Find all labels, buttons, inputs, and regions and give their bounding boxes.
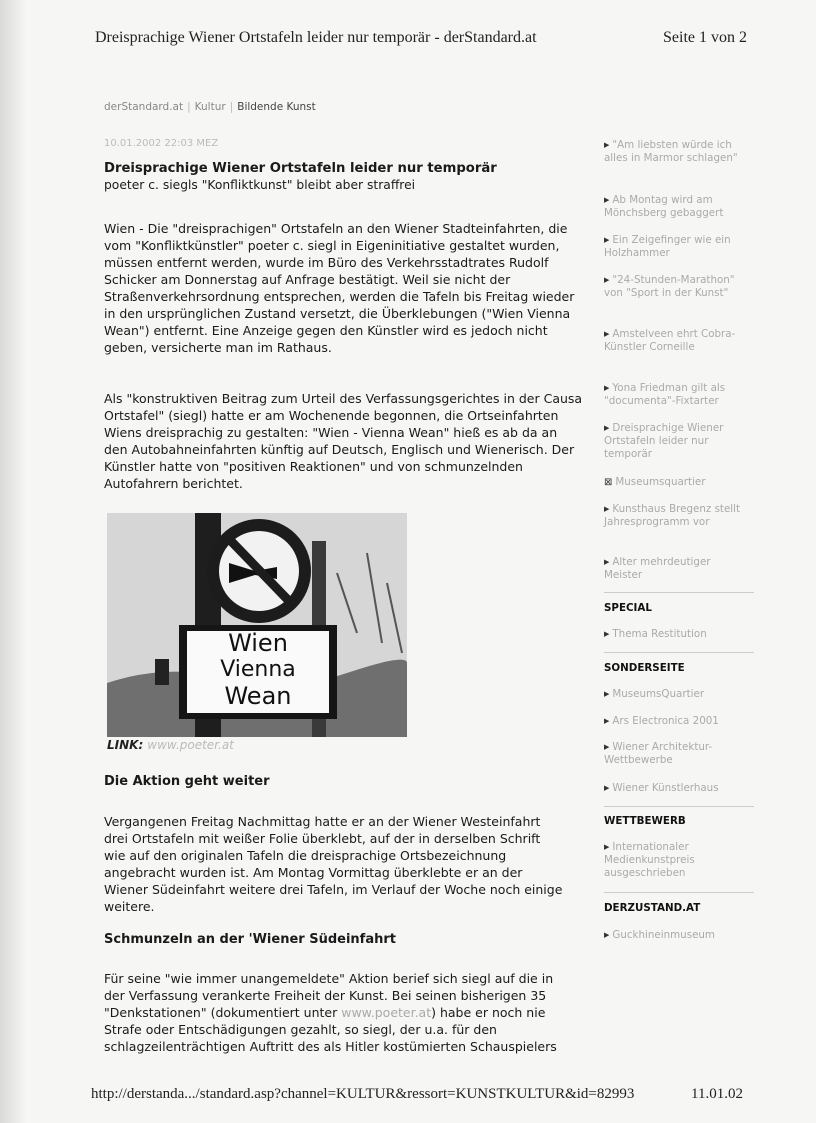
sidebar-derzustand-item[interactable] <box>604 929 749 942</box>
sidebar-related-item[interactable] <box>604 503 749 529</box>
road-sign-photo <box>107 513 407 737</box>
article-dateline: 10.01.2002 22:03 MEZ <box>104 138 219 149</box>
sidebar-divider <box>604 806 754 807</box>
sidebar-item-label: Ars Electronica 2001 <box>612 715 719 727</box>
sidebar-item-label: Wiener Künstlerhaus <box>612 782 719 794</box>
paragraph-4-text-end: ) habe er noch nie Strafe oder Entschädigungen gezahlt, so siegl, der u.a. für den schlagzeilenträchtigen Auftritt des als Hitler kostümierten Schauspielers <box>104 1005 557 1054</box>
sidebar-item-label: Ein Zeigefinger wie ein Holzhammer <box>604 234 731 259</box>
print-footer-date: 11.01.02 <box>691 1086 743 1102</box>
print-header-page-count: Seite 1 von 2 <box>663 29 747 46</box>
article-headline: Dreisprachige Wiener Ortstafeln leider nur temporär <box>104 161 497 176</box>
triangle-bullet-icon: ▶ <box>604 743 610 751</box>
sidebar-related-item[interactable] <box>604 556 749 582</box>
sidebar-sonderseite-item[interactable] <box>604 715 749 728</box>
sidebar-item-label: Internationaler Medienkunstpreis ausgeschrieben <box>604 841 695 879</box>
paragraph-4-text-start: Für seine "wie immer unangemeldete" Aktion berief sich siegl auf die in der Verfassung verankerte Freiheit der Kunst. Bei seinen bisherigen 35 "Denkstationen" (dokumentiert unter <box>104 971 554 1020</box>
triangle-bullet-icon: ▶ <box>604 784 610 792</box>
sidebar-item-label: Guckhineinmuseum <box>612 929 715 941</box>
sidebar-related-item[interactable] <box>604 422 749 461</box>
photo-link-line <box>107 738 234 752</box>
article-paragraph-2: Als "konstruktiven Beitrag zum Urteil des Verfassungsgerichtes in der Causa Ortstafel" (siegl) hatte er am Wochenende begonnen, die Ortseinfahrten Wiens dreisprachig zu gestalten: "Wien - Vienna Wean" hieß es ab da an den Autobahneinfahrten künftig auf Deutsch, Englisch und Wienerisch. Der Künstler hatte von "positiven Reaktionen" und von schmunzelnden Autofahrern berichtet. <box>104 391 583 491</box>
sidebar-special-item[interactable] <box>604 628 749 641</box>
link-url[interactable]: www.poeter.at <box>147 738 234 752</box>
sidebar-heading-wettbewerb: WETTBEWERB <box>604 815 686 827</box>
triangle-bullet-icon: ▶ <box>604 141 610 149</box>
sidebar-item-label: Thema Restitution <box>612 628 707 640</box>
triangle-bullet-icon: ▶ <box>604 236 610 244</box>
section-title-schmunzeln: Schmunzeln an der 'Wiener Südeinfahrt <box>104 932 396 947</box>
sign-line-1: Wien <box>228 629 288 657</box>
sidebar-related-item[interactable] <box>604 382 749 408</box>
print-footer-url: http://derstanda.../standard.asp?channel=KULTUR&ressort=KUNSTKULTUR&id=82993 <box>91 1086 635 1102</box>
breadcrumb-separator: | <box>229 101 234 113</box>
triangle-bullet-icon: ▶ <box>604 843 610 851</box>
sign-line-2: Vienna <box>220 657 296 682</box>
sidebar-item-label: "Am liebsten würde ich alles in Marmor schlagen" <box>604 139 738 164</box>
triangle-bullet-icon: ▶ <box>604 717 610 725</box>
breadcrumb-separator: | <box>187 101 191 113</box>
sidebar-item-label: Kunsthaus Bregenz stellt Jahresprogramm vor <box>604 503 741 528</box>
print-header-title: Dreisprachige Wiener Ortstafeln leider nur temporär - derStandard.at <box>95 29 537 46</box>
sidebar-divider <box>604 652 754 653</box>
sidebar-related-item[interactable] <box>604 328 749 354</box>
triangle-bullet-icon: ▶ <box>604 384 610 392</box>
scan-edge-shadow <box>0 0 26 1123</box>
sidebar-item-label: Museumsquartier <box>615 476 706 488</box>
sidebar-item-label: Yona Friedman gilt als "documenta"-Fixtarter <box>604 382 726 407</box>
section-title-aktion: Die Aktion geht weiter <box>104 774 270 789</box>
article-paragraph-4 <box>104 970 574 1055</box>
sidebar-related-item[interactable] <box>604 139 749 165</box>
sidebar-wettbewerb-item[interactable] <box>604 841 749 880</box>
triangle-bullet-icon: ▶ <box>604 276 610 284</box>
sidebar-heading-sonderseite: SONDERSEITE <box>604 662 685 674</box>
link-label: LINK: <box>107 738 144 752</box>
sidebar-item-label: Dreisprachige Wiener Ortstafeln leider nur temporär <box>604 422 724 460</box>
sidebar-item-label: "24-Stunden-Marathon" von "Sport in der Kunst" <box>604 274 735 299</box>
breadcrumb-subsection[interactable]: Bildende Kunst <box>237 101 316 113</box>
sidebar-related-item[interactable] <box>604 194 749 220</box>
article-paragraph-3: Vergangenen Freitag Nachmittag hatte er an der Wiener Westeinfahrt drei Ortstafeln mit weißer Folie überklebt, auf der in derselben Schrift wie auf den originalen Tafeln die dreisprachige Ortsbezeichnung angebracht wurden ist. Am Montag Vormittag überklebte er an der Wiener Südeinfahrt weitere drei Tafeln, im Verlauf der Woche noch einige weitere. <box>104 814 563 914</box>
sidebar-related-item[interactable] <box>604 476 749 489</box>
sidebar-sonderseite-item[interactable] <box>604 741 749 767</box>
article-subhead: poeter c. siegls "Konfliktkunst" bleibt aber straffrei <box>104 178 416 192</box>
sidebar-item-label: Amstelveen ehrt Cobra-Künstler Corneille <box>604 328 736 353</box>
sidebar-divider <box>604 892 754 893</box>
triangle-bullet-icon: ▶ <box>604 690 610 698</box>
breadcrumb <box>104 101 316 113</box>
triangle-bullet-icon: ▶ <box>604 196 610 204</box>
sidebar-item-label: Alter mehrdeutiger Meister <box>604 556 711 581</box>
sidebar-related-item[interactable] <box>604 274 749 300</box>
sidebar-sonderseite-item[interactable] <box>604 782 749 795</box>
article-photo <box>107 513 407 737</box>
sidebar-related-item[interactable] <box>604 234 749 260</box>
gallery-icon: ⊠ <box>604 477 613 488</box>
sidebar-item-label: MuseumsQuartier <box>612 688 705 700</box>
breadcrumb-section[interactable]: Kultur <box>194 101 226 113</box>
sidebar-item-label: Ab Montag wird am Mönchsberg gebaggert <box>604 194 724 219</box>
breadcrumb-site[interactable]: derStandard.at <box>104 101 184 113</box>
article-paragraph-1: Wien - Die "dreisprachigen" Ortstafeln an den Wiener Stadteinfahrten, die vom "Konfliktkünstler" poeter c. siegl in Eigeninitiative gestaltet wurden, müssen entfernt werden, wurde im Büro des Verkehrsstadtrates Rudolf Schicker am Donnerstag auf Anfrage bestätigt. Weil sie nicht der Straßenverkehrsordnung entsprechen, werden die Tafeln bis Freitag wieder in den ursprünglichen Zustand versetzt, die Überklebungen ("Wien Vienna Wean") entfernt. Eine Anzeige gegen den Künstler wird es jedoch nicht geben, versicherte man im Rathaus. <box>104 221 575 355</box>
triangle-bullet-icon: ▶ <box>604 505 610 513</box>
triangle-bullet-icon: ▶ <box>604 630 610 638</box>
sidebar-heading-derzustand: DERZUSTAND.AT <box>604 902 701 914</box>
triangle-bullet-icon: ▶ <box>604 424 610 432</box>
sidebar-divider <box>604 592 754 593</box>
sign-line-3: Wean <box>224 682 292 710</box>
triangle-bullet-icon: ▶ <box>604 931 610 939</box>
sidebar-heading-special: SPECIAL <box>604 602 652 614</box>
paragraph-4-link[interactable]: www.poeter.at <box>341 1005 432 1020</box>
triangle-bullet-icon: ▶ <box>604 558 610 566</box>
sidebar-item-label: Wiener Architektur-Wettbewerbe <box>604 741 713 766</box>
sidebar-sonderseite-item[interactable] <box>604 688 749 701</box>
triangle-bullet-icon: ▶ <box>604 330 610 338</box>
